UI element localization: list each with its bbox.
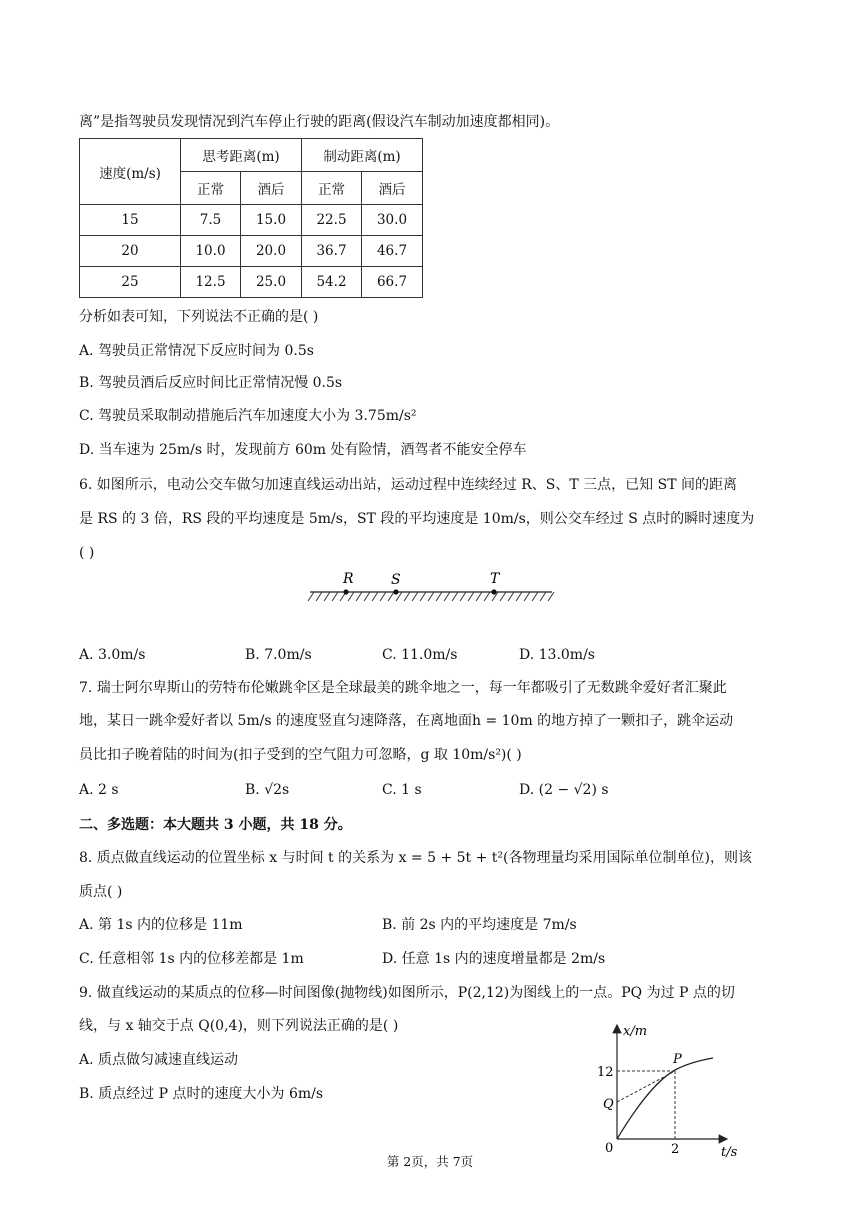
label-t: T [490, 571, 500, 587]
q6-option-d: D. 13.0m/s [519, 647, 595, 663]
x-tick-label: 2 [671, 1142, 680, 1157]
q7-option-d: D. (2 − √2) s [519, 782, 609, 798]
q7-line3: 员比扣子晚着陆的时间为(扣子受到的空气阻力可忽略，g 取 10m/s²)( ) [79, 747, 522, 763]
q8-line1: 8. 质点做直线运动的位置坐标 x 与时间 t 的关系为 x = 5 + 5t + t²(各物理量均采用国际单位制单位)，则该 [79, 850, 752, 866]
page-footer: 第 2页，共 7页 [386, 1154, 474, 1169]
q5-option-c: C. 驾驶员采取制动措施后汽车加速度大小为 3.75m/s² [79, 408, 417, 424]
q7-line1: 7. 瑞士阿尔卑斯山的劳特布伦嫩跳伞区是全球最美的跳伞地之一，每一年都吸引了无数跳伞爱好者汇聚此 [79, 680, 727, 696]
table-cell: 46.7 [362, 236, 423, 267]
q7-option-a: A. 2 s [79, 782, 119, 798]
q5-option-b: B. 驾驶员酒后反应时间比正常情况慢 0.5s [79, 375, 343, 391]
point-s [393, 589, 398, 594]
point-p-label: P [673, 1052, 682, 1067]
point-q-label: Q [603, 1097, 614, 1112]
speed-header: 速度(m/s) [80, 139, 181, 205]
table-row [80, 205, 423, 236]
q6-line2: 是 RS 的 3 倍，RS 段的平均速度是 5m/s，ST 段的平均速度是 10m/s，则公交车经过 S 点时的瞬时速度为 [79, 511, 755, 527]
q8-option-b: B. 前 2s 内的平均速度是 7m/s [382, 917, 577, 933]
q8-option-d: D. 任意 1s 内的速度增量都是 2m/s [382, 951, 606, 967]
q6-line3: ( ) [79, 545, 95, 561]
sub-header: 酒后 [362, 172, 423, 205]
label-s: S [391, 572, 401, 588]
q5-option-a: A. 驾驶员正常情况下反应时间为 0.5s [79, 343, 314, 359]
table-cell: 20.0 [241, 236, 302, 267]
sub-header: 正常 [302, 172, 362, 205]
q8-option-c: C. 任意相邻 1s 内的位移差都是 1m [79, 951, 304, 967]
table-cell: 20 [80, 236, 181, 267]
intro-line: 离”是指驾驶员发现情况到汽车停止行驶的距离(假设汽车制动加速度都相同)。 [79, 114, 560, 130]
table-cell: 10.0 [181, 236, 241, 267]
q6-option-c: C. 11.0m/s [382, 647, 458, 663]
y-tick-label: 12 [597, 1065, 614, 1080]
section-heading: 二、多选题：本大题共 3 小题，共 18 分。 [79, 817, 352, 833]
q9-line1: 9. 做直线运动的某质点的位移—时间图像(抛物线)如图所示，P(2,12)为图线上的一点。PQ 为过 P 点的切 [79, 985, 735, 1001]
sub-header: 酒后 [241, 172, 302, 205]
origin-label: 0 [605, 1141, 614, 1156]
q7-line2: 地，某日一跳伞爱好者以 5m/s 的速度竖直匀速降落，在离地面h = 10m 的地方掉了一颗扣子，跳伞运动 [79, 713, 734, 729]
y-axis-label: x/m [623, 1024, 648, 1039]
x-axis-label: t/s [721, 1145, 738, 1160]
table-row [80, 267, 423, 298]
position-time-graph [595, 1015, 755, 1160]
table-cell: 25 [80, 267, 181, 298]
q9-option-b: B. 质点经过 P 点时的速度大小为 6m/s [79, 1086, 324, 1102]
q5-stem: 分析如表可知，下列说法不正确的是( ) [79, 309, 319, 325]
point-t [491, 589, 496, 594]
table-cell: 36.7 [302, 236, 362, 267]
brake-header: 制动距离(m) [302, 139, 423, 172]
point-r [343, 589, 348, 594]
q9-option-a: A. 质点做匀减速直线运动 [79, 1052, 239, 1068]
q6-option-b: B. 7.0m/s [245, 647, 312, 663]
table-cell: 12.5 [181, 267, 241, 298]
q9-line2: 线，与 x 轴交于点 Q(0,4)，则下列说法正确的是( ) [79, 1018, 399, 1034]
q5-option-d: D. 当车速为 25m/s 时，发现前方 60m 处有险情，酒驾者不能安全停车 [79, 442, 527, 458]
label-r: R [343, 571, 354, 587]
table-cell: 54.2 [302, 267, 362, 298]
parabola-curve [617, 1058, 713, 1139]
q8-line2: 质点( ) [79, 884, 123, 900]
table-cell: 30.0 [362, 205, 423, 236]
q7-option-b: B. √2s [245, 782, 290, 798]
q8-option-a: A. 第 1s 内的位移是 11m [79, 917, 243, 933]
q6-line1: 6. 如图所示，电动公交车做匀加速直线运动出站，运动过程中连续经过 R、S、T 三点，已知 ST 间的距离 [79, 477, 738, 493]
q6-option-a: A. 3.0m/s [79, 647, 146, 663]
table-cell: 25.0 [241, 267, 302, 298]
table-cell: 22.5 [302, 205, 362, 236]
table-cell: 15 [80, 205, 181, 236]
table-cell: 7.5 [181, 205, 241, 236]
table-cell: 66.7 [362, 267, 423, 298]
think-header: 思考距离(m) [181, 139, 302, 172]
table-row [80, 236, 423, 267]
table-cell: 15.0 [241, 205, 302, 236]
data-table [79, 138, 423, 298]
sub-header: 正常 [181, 172, 241, 205]
q7-option-c: C. 1 s [382, 782, 422, 798]
road-figure [300, 568, 560, 608]
